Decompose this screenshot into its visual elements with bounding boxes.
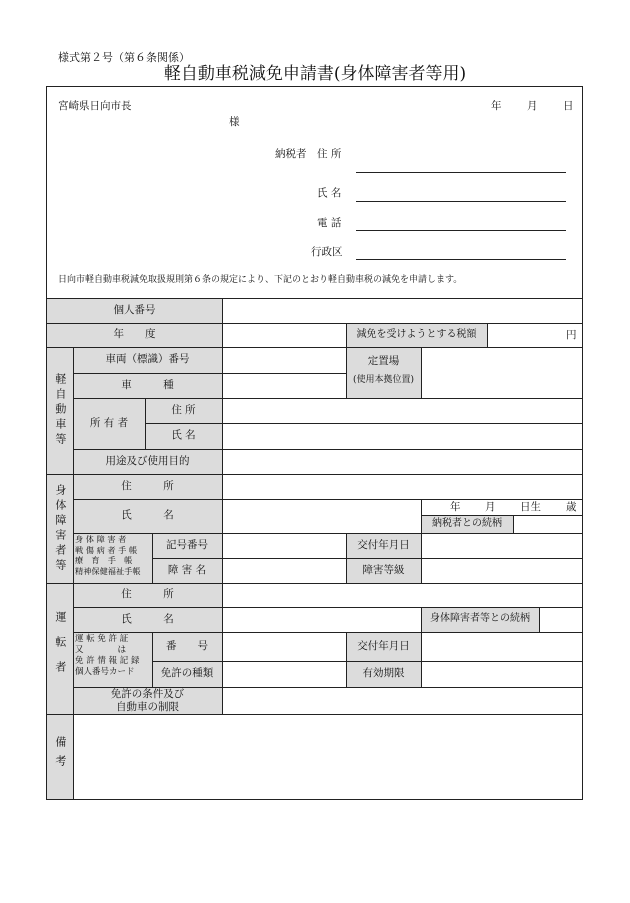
disability-grade-label: 障害等級 [362, 563, 405, 576]
driver-relation-field[interactable] [540, 608, 582, 632]
issue-date-field[interactable] [422, 534, 582, 558]
expiry-field[interactable] [422, 662, 582, 687]
license-line-3: 免 許 情 報 記 録 [75, 656, 140, 667]
cert-line-3: 療 育 手 帳 [75, 555, 133, 566]
address-label: 住 所 [317, 148, 342, 160]
storage-place-field[interactable] [422, 348, 582, 398]
disabled-address-label: 住 所 [121, 479, 174, 492]
cert-line-1: 身 体 障 害 者 [75, 534, 127, 544]
taxpayer-label: 納税者 [275, 148, 307, 160]
addressee: 宮崎県日向市長 [58, 100, 132, 112]
birth-age-label: 歳 [566, 501, 577, 513]
license-issue-date-label: 交付年月日 [357, 639, 410, 652]
name-line[interactable] [356, 201, 566, 202]
purpose-field[interactable] [223, 450, 582, 474]
driver-name-field[interactable] [223, 608, 420, 632]
vehicle-number-field[interactable] [223, 348, 345, 373]
fiscal-year-field[interactable] [223, 324, 345, 347]
license-number-field[interactable] [223, 633, 345, 661]
address-line[interactable] [356, 172, 566, 173]
yen-label: 円 [566, 329, 577, 341]
owner-address-label: 住 所 [171, 403, 196, 416]
birth-year-label: 年 [450, 501, 461, 513]
disabled-group-label: 身体障害者等 [53, 483, 67, 574]
license-line-1: 運 転 免 許 証 [75, 634, 129, 644]
cert-line-2: 戦 傷 病 者 手 帳 [75, 544, 138, 555]
birth-day-label: 日生 [520, 501, 541, 513]
storage-place-sub-label: (使用本拠位置) [352, 375, 415, 386]
driver-address-label: 住 所 [121, 588, 174, 601]
disabled-address-field[interactable] [223, 475, 582, 499]
symbol-number-field[interactable] [223, 534, 345, 558]
disability-name-label: 障 害 名 [167, 563, 207, 576]
issue-date-label: 交付年月日 [357, 538, 410, 551]
owner-name-field[interactable] [223, 424, 582, 449]
taxpayer-relation-label: 納税者との続柄 [432, 517, 502, 529]
cert-line-4: 精神保健福祉手帳 [75, 565, 141, 576]
form-number: 様式第２号（第６条関係） [58, 51, 190, 64]
license-conditions-field[interactable] [223, 688, 582, 714]
purpose-label: 用途及び使用目的 [105, 454, 190, 467]
license-kind-label: 免許の種類 [160, 667, 214, 680]
disability-grade-field[interactable] [422, 559, 582, 583]
license-conditions-label-1: 免許の条件及び [110, 687, 185, 700]
expiry-label: 有効期限 [362, 667, 405, 680]
license-type-label [73, 634, 152, 686]
license-kind-field[interactable] [223, 662, 345, 687]
disability-name-field[interactable] [223, 559, 345, 583]
date-month-label: 月 [527, 100, 538, 112]
reduction-amount-field[interactable] [488, 324, 563, 347]
disabled-name-label: 氏 名 [121, 509, 174, 522]
district-line[interactable] [356, 259, 566, 260]
taxpayer-relation-field[interactable] [514, 516, 582, 533]
phone-line[interactable] [356, 230, 566, 231]
storage-place-label: 定置場 [367, 355, 400, 368]
district-label: 行政区 [311, 246, 343, 258]
vehicle-type-label: 車 種 [121, 378, 174, 391]
owner-name-label: 氏 名 [171, 429, 196, 442]
owner-address-field[interactable] [223, 399, 582, 423]
license-line-2: 又 は [75, 645, 127, 656]
form-title: 軽自動車税減免申請書(身体障害者等用) [163, 64, 467, 84]
license-number-label: 番 号 [166, 639, 208, 652]
statement: 日向市軽自動車税減免取扱規則第６条の規定により、下記のとおり軽自動車税の減免を申請します。 [58, 275, 463, 285]
driver-relation-label: 身体障害者等との続柄 [430, 613, 530, 625]
vehicle-type-field[interactable] [223, 374, 345, 398]
date-year-label: 年 [491, 100, 502, 112]
name-label: 氏 名 [317, 187, 342, 199]
symbol-number-label: 記号番号 [166, 538, 208, 551]
license-conditions-label-2: 自動車の制限 [116, 700, 179, 713]
driver-address-field[interactable] [223, 584, 582, 607]
driver-group-label: 運転者 [53, 611, 67, 686]
remarks-field[interactable] [74, 715, 582, 799]
vehicle-number-label: 車両（標識）番号 [105, 353, 190, 366]
fiscal-year-label: 年 度 [113, 328, 156, 341]
phone-label: 電 話 [317, 217, 342, 229]
license-line-4: 個人番号カード [75, 667, 135, 678]
sama-label: 様 [229, 116, 240, 128]
personal-number-label: 個人番号 [113, 304, 156, 317]
date-day-label: 日 [563, 100, 574, 112]
disabled-name-field[interactable] [223, 500, 420, 533]
driver-name-label: 氏 名 [121, 612, 174, 625]
owner-label: 所 有 者 [89, 416, 129, 429]
certificate-type-label [73, 534, 152, 583]
vehicle-group-label: 軽自動車等 [53, 373, 67, 448]
personal-number-field[interactable] [223, 299, 582, 323]
birth-month-label: 月 [485, 501, 496, 513]
reduction-amount-label: 減免を受けようとする税額 [356, 328, 477, 340]
remarks-label: 備考 [53, 736, 67, 774]
license-issue-date-field[interactable] [422, 633, 582, 661]
